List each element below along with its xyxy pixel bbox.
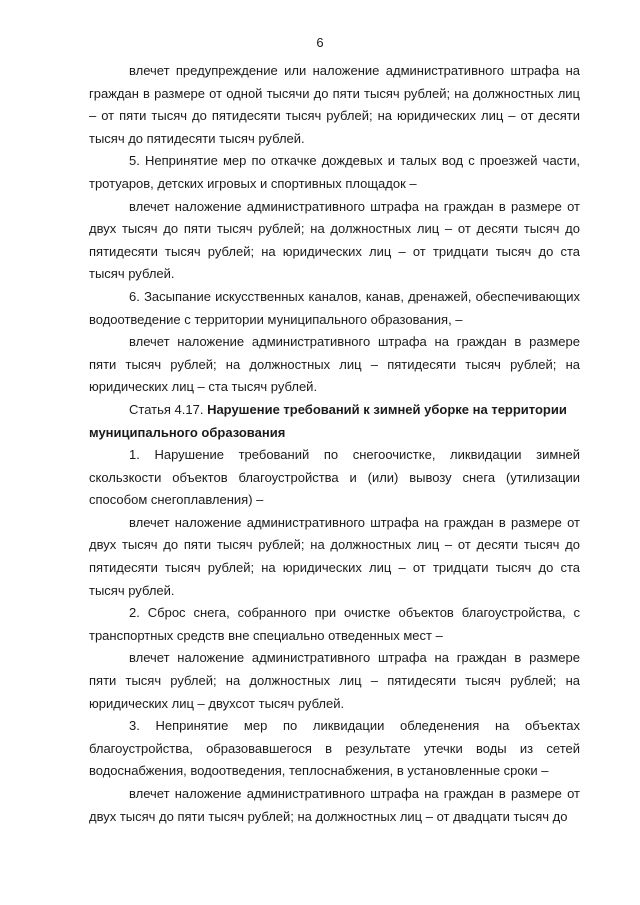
paragraph-article-item-3: 3. Непринятие мер по ликвидации обледенения на объектах благоустройства, образовавшегося в результате утечки воды из сетей водоснабжения, водоотведения, теплоснабжения, в установленные сроки –	[89, 718, 580, 779]
paragraph-item-5: 5. Непринятие мер по откачке дождевых и талых вод с проезжей части, тротуаров, детских игровых и спортивных площадок –	[89, 153, 580, 191]
paragraph-article-item-1-penalty: влечет наложение административного штрафа на граждан в размере от двух тысяч до пяти тысяч рублей; на должностных лиц – от десяти тысяч до пятидесяти тысяч рублей; на юридических лиц – от тридцати тысяч до ста тысяч рублей.	[89, 514, 580, 598]
article-label: Статья 4.17.	[129, 401, 204, 417]
page-number: 6	[316, 35, 324, 50]
document-body	[89, 60, 580, 828]
paragraph-article-item-2: 2. Сброс снега, собранного при очистке объектов благоустройства, с транспортных средств вне специально отведенных мест –	[89, 605, 580, 643]
paragraph-article-item-1: 1. Нарушение требований по снегоочистке, ликвидации зимней скользкости объектов благоустройства и (или) вывозу снега (утилизации способом снегоплавления) –	[89, 447, 580, 508]
paragraph-article-item-3-penalty: влечет наложение административного штрафа на граждан в размере от двух тысяч до пяти тысяч рублей; на должностных лиц – от двадцати тысяч до	[89, 786, 580, 824]
paragraph-item-5-penalty: влечет наложение административного штрафа на граждан в размере от двух тысяч до пяти тысяч рублей; на должностных лиц – от десяти тысяч до пятидесяти тысяч рублей; на юридических лиц – от тридцати тысяч до ста тысяч рублей.	[89, 198, 580, 282]
paragraph-item-6: 6. Засыпание искусственных каналов, канав, дренажей, обеспечивающих водоотведение с территории муниципального образования, –	[89, 288, 580, 327]
paragraph-penalty-intro: влечет предупреждение или наложение административного штрафа на граждан в размере от одной тысячи до пяти тысяч рублей; на должностных лиц – от пяти тысяч до пятидесяти тысяч рублей; на юридических лиц – от десяти тысяч до пятидесяти тысяч рублей.	[89, 63, 580, 146]
article-heading	[89, 399, 580, 444]
paragraph-article-item-2-penalty: влечет наложение административного штрафа на граждан в размере пяти тысяч рублей; на должностных лиц – пятидесяти тысяч рублей; на юридических лиц – двухсот тысяч рублей.	[89, 650, 580, 711]
paragraph-item-6-penalty: влечет наложение административного штрафа на граждан в размере пяти тысяч рублей; на должностных лиц – пятидесяти тысяч рублей; на юридических лиц – ста тысяч рублей.	[89, 334, 580, 395]
article-title: Нарушение требований к зимней уборке на территории муниципального образования	[89, 401, 567, 440]
